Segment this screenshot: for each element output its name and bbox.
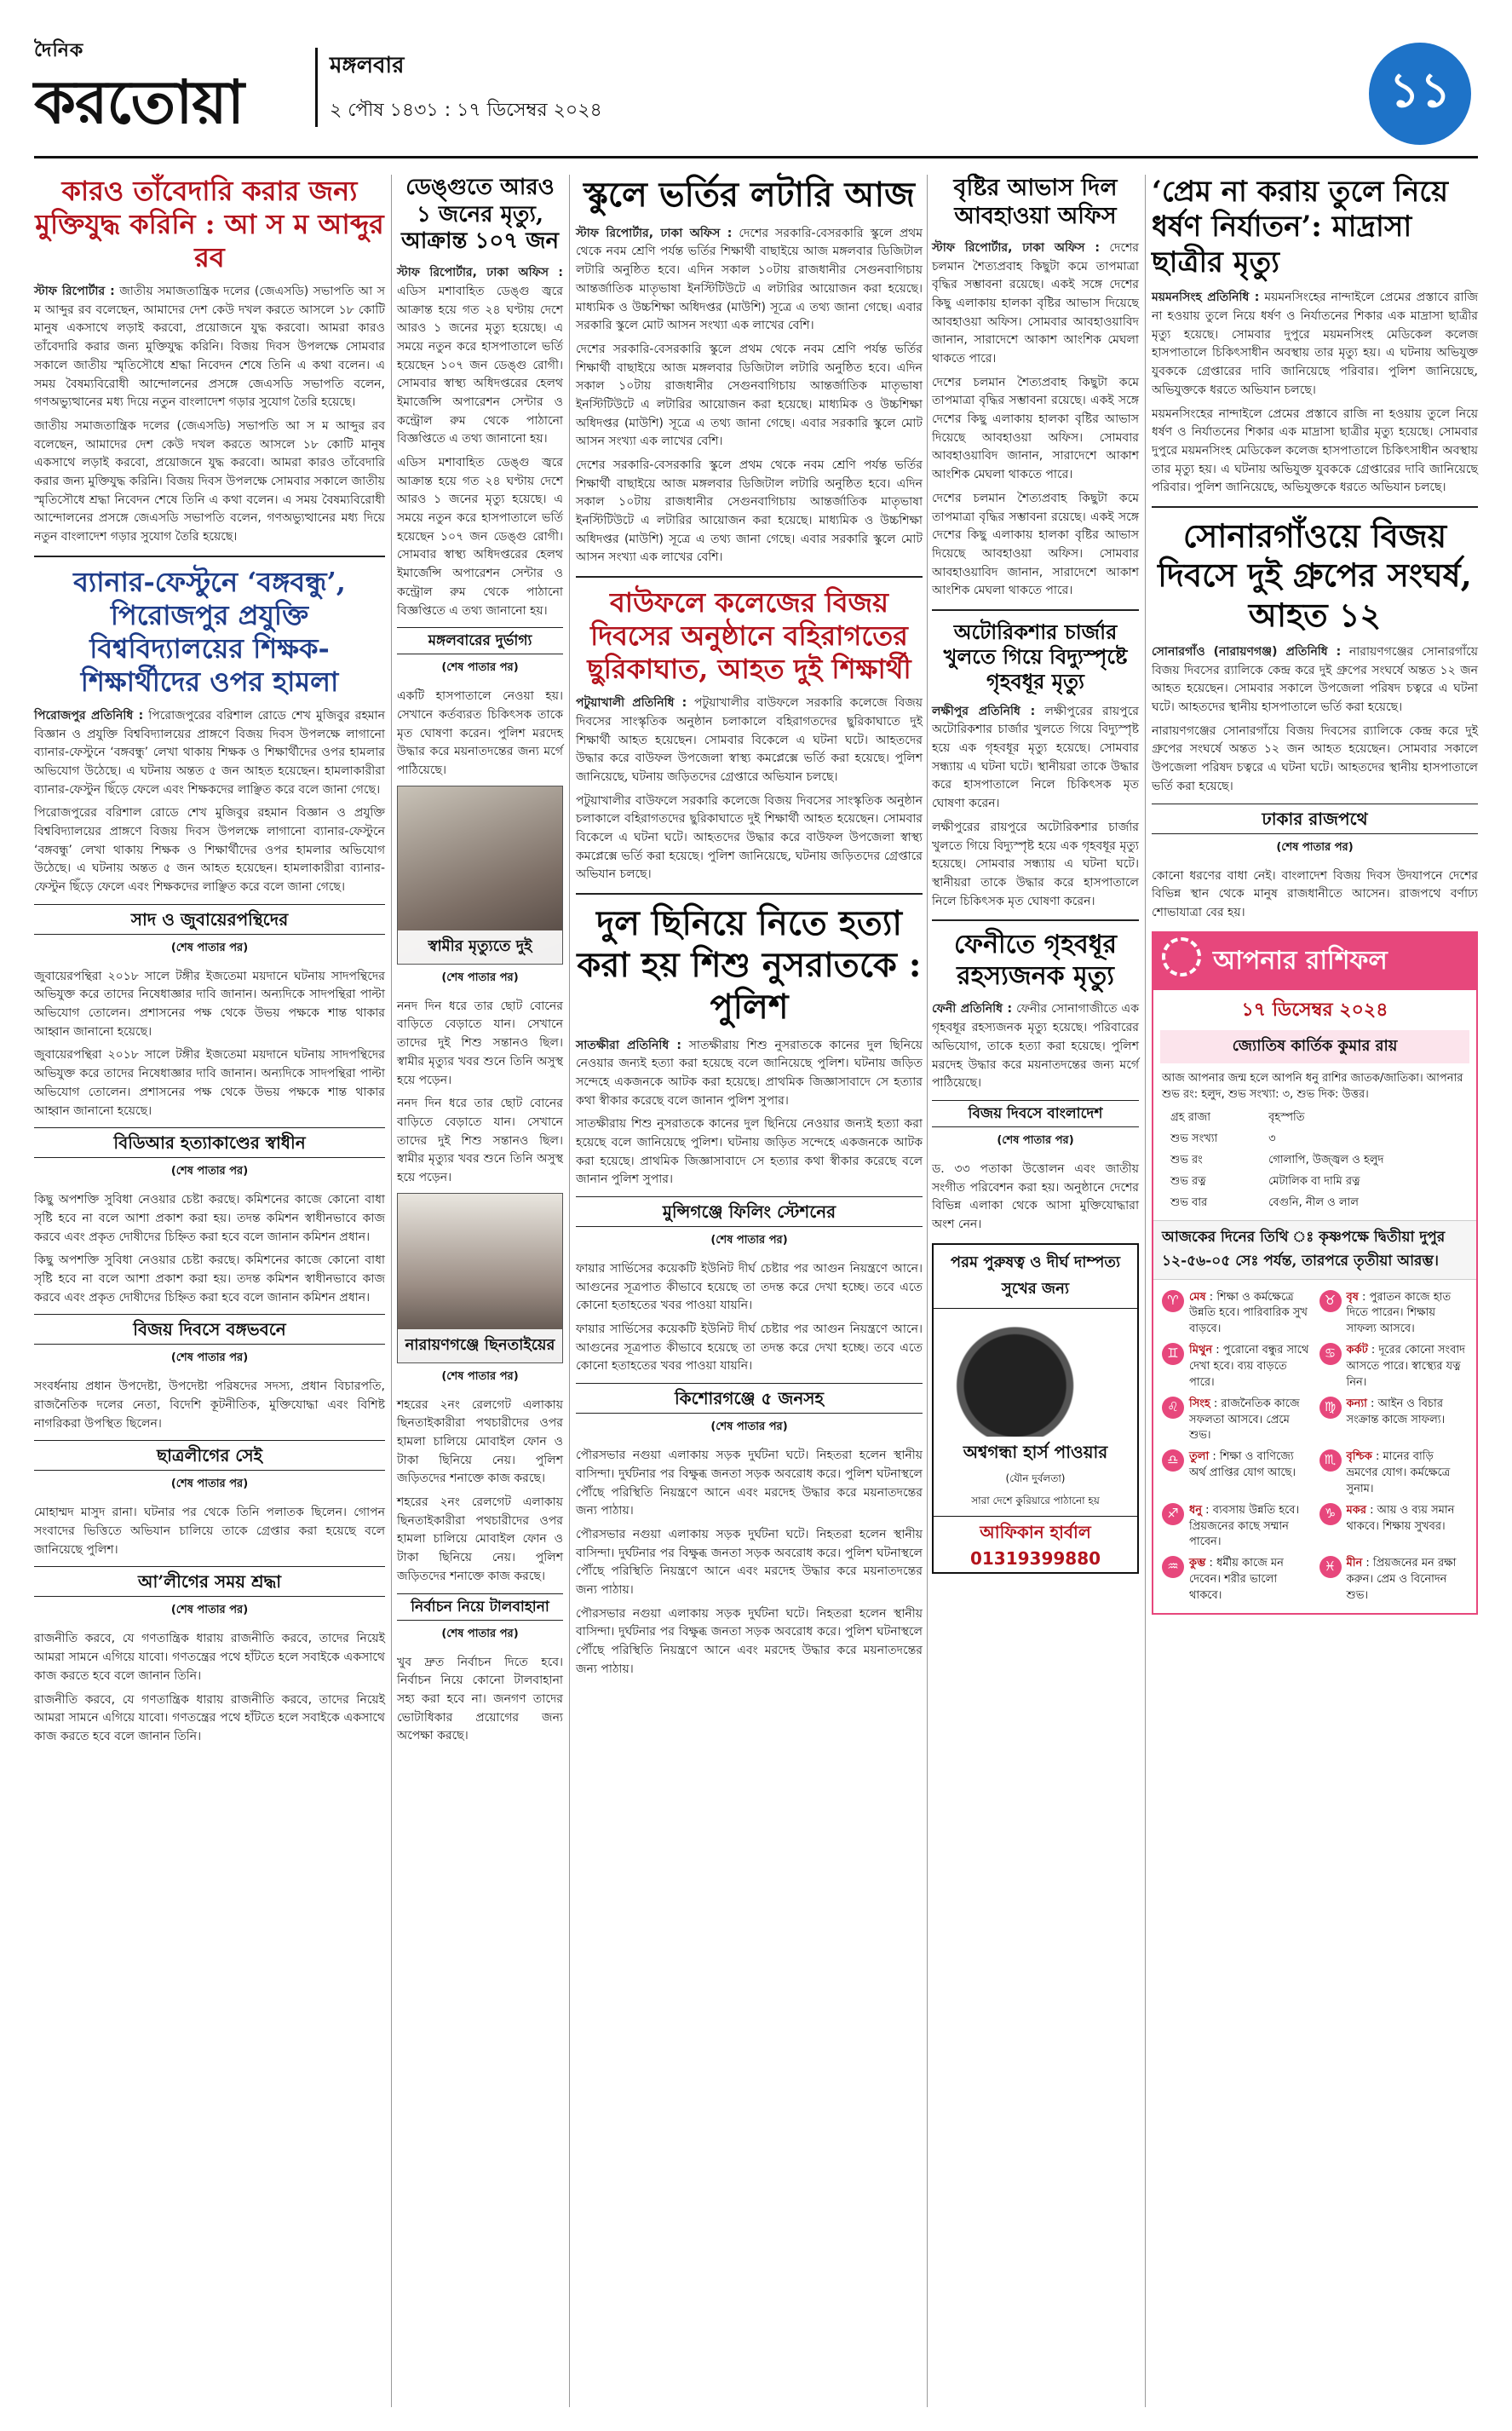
article-body: ড. ৩৩ পতাকা উত্তোলন এবং জাতীয় সংগীত পরিবেশন করা হয়। অনুষ্ঠানে দেশের বিভিন্ন এলাকা থেকে আসা মুক্তিযোদ্ধারা অংশ নেন।: [932, 1162, 1139, 1232]
article-body: শহরের ২নং রেলগেট এলাকায় ছিনতাইকারীরা পথচারীদের ওপর হামলা চালিয়ে মোবাইল ফোন ও টাকা ছিনিয়ে নেয়। পুলিশ জড়িতদের শনাক্তে কাজ করছে।: [397, 1495, 563, 1583]
article-body: ময়মনসিংহের নান্দাইলে প্রেমের প্রস্তাবে রাজি না হওয়ায় তুলে নিয়ে ধর্ষণ ও নির্যাতনের শিকার এক মাদ্রাসা ছাত্রীর মৃত্যু হয়েছে। সোমবার দুপুরে ময়মনসিংহ মেডিকেল কলেজ হাসপাতালে চিকিৎসাধীন অবস্থায় তার মৃত্যু হয়। এ ঘটনায় অভিযুক্ত যুবককে গ্রেপ্তারের দাবি জানিয়েছে পরিবার। পুলিশ জানিয়েছে, অভিযুক্তকে ধরতে অভিযান চলছে।: [1152, 291, 1479, 397]
horoscope-header: [1153, 933, 1476, 990]
article-body: ময়মনসিংহের নান্দাইলে প্রেমের প্রস্তাবে রাজি না হওয়ায় তুলে নিয়ে ধর্ষণ ও নির্যাতনের শিকার এক মাদ্রাসা ছাত্রীর মৃত্যু হয়েছে। সোমবার দুপুরে ময়মনসিংহ মেডিকেল কলেজ হাসপাতালে চিকিৎসাধীন অবস্থায় তার মৃত্যু হয়। এ ঘটনায় অভিযুক্ত যুবককে গ্রেপ্তারের দাবি জানিয়েছে পরিবার। পুলিশ জানিয়েছে, অভিযুক্তকে ধরতে অভিযান চলছে।: [1152, 406, 1478, 495]
article-body: সংবর্ধনায় প্রধান উপদেষ্টা, উপদেষ্টা পরিষদের সদস্য, প্রধান বিচারপতি, রাজনৈতিক দলের নেতা, বিদেশি কূটনীতিক, মুক্তিযোদ্ধা এবং বিশিষ্ট নাগরিকরা উপস্থিত ছিলেন।: [34, 1380, 385, 1431]
article-body: এডিস মশাবাহিত ডেঙ্গু জ্বরে আক্রান্ত হয়ে গত ২৪ ঘণ্টায় দেশে আরও ১ জনের মৃত্যু হয়েছে। এ সময়ে নতুন করে হাসপাতালে ভর্তি হয়েছেন ১০৭ জন ডেঙ্গু রোগী। সোমবার স্বাস্থ্য অধিদপ্তরের হেলথ ইমার্জেন্সি অপারেশন সেন্টার ও কন্ট্রোল রুম থেকে পাঠানো বিজ্ঞপ্তিতে এ তথ্য জানানো হয়।: [397, 284, 563, 446]
article-body: একটি হাসপাতালে নেওয়া হয়। সেখানে কর্তব্যরত চিকিৎসক তাকে মৃত ঘোষণা করেন। পুলিশ মরদেহ উদ্ধার করে ময়নাতদন্তের জন্য মর্গে পাঠিয়েছে।: [397, 689, 563, 778]
separator: [34, 556, 385, 557]
zodiac-icon: ♏: [1319, 1449, 1342, 1472]
article-body: কোনো ধরণের বাধা নেই। বাংলাদেশ বিজয় দিবস উদযাপনে দেশের বিভিন্ন স্থান থেকে মানুষ রাজধানীতে আসেন। রাজপথে বর্ণাঢ্য শোভাযাত্রা বের হয়।: [1152, 868, 1478, 919]
logo-title: করতোয়া: [34, 66, 244, 137]
ad-tagline: পরম পুরুষত্ব ও দীর্ঘ দাম্পত্য সুখের জন্য: [934, 1245, 1137, 1309]
column-divider: [569, 175, 570, 2407]
byline: সোনারগাঁও (নারায়ণগঞ্জ) প্রতিনিধি :: [1152, 645, 1342, 660]
article-body: সাতক্ষীরায় শিশু নুসরাতকে কানের দুল ছিনিয়ে নেওয়ার জন্যই হত্যা করা হয়েছে বলে জানিয়েছে পুলিশ। ঘটনায় জড়িত সন্দেহে একজনকে আটক করা হয়েছে। প্রাথমিক জিজ্ঞাসাবাদে সে হত্যার কথা স্বীকার করেছে বলে জানান পুলিশ সুপার।: [576, 1117, 923, 1187]
zodiac-icon: ♐: [1162, 1503, 1184, 1525]
article-body: পৌরসভার নগুয়া এলাকায় সড়ক দুর্ঘটনা ঘটে। নিহতরা হলেন স্থানীয় বাসিন্দা। দুর্ঘটনার পর বিক্ষুব্ধ জনতা সড়ক অবরোধ করে। পুলিশ ঘটনাস্থলে পৌঁছে পরিস্থিতি নিয়ন্ত্রণে আনে এবং মরদেহ উদ্ধার করে ময়নাতদন্তের জন্য পাঠায়।: [576, 1527, 923, 1597]
continued-label: (শেষ পাতার পর): [170, 1165, 249, 1178]
zodiac-name: মেষ: [1189, 1290, 1206, 1304]
zodiac-sign-entry: ♏ বৃশ্চিক : মানের বাড়ি ভ্রমণের যোগ। কর্মক্ষেত্রে সুনাম।: [1319, 1449, 1469, 1498]
separator: [576, 893, 923, 895]
article-body: ননদ দিন ধরে তার ছোট বোনের বাড়িতে বেড়াতে যান। সেখানে তাদের দুই শিশু সন্তানও ছিল। স্বামীর মৃত্যুর খবর শুনে তিনি অসুস্থ হয়ে পড়েন।: [397, 999, 563, 1087]
article-body: পৌরসভার নগুয়া এলাকায় সড়ক দুর্ঘটনা ঘটে। নিহতরা হলেন স্থানীয় বাসিন্দা। দুর্ঘটনার পর বিক্ষুব্ধ জনতা সড়ক অবরোধ করে। পুলিশ ঘটনাস্থলে পৌঁছে পরিস্থিতি নিয়ন্ত্রণে আনে এবং মরদেহ উদ্ধার করে ময়নাতদন্তের জন্য পাঠায়।: [576, 1449, 923, 1518]
horoscope-row-key: শুভ রং: [1170, 1153, 1203, 1167]
article-body: রাজনীতি করবে, যে গণতান্ত্রিক ধারায় রাজনীতি করবে, তাদের নিয়েই আমরা সামনে এগিয়ে যাবো। গণতন্ত্রের পথে হাঁটতে হলে সবাইকে একসাথে কাজ করতে হবে বলে জানান তিনি।: [34, 1692, 385, 1743]
horoscope-date: ১৭ ডিসেম্বর ২০২৪: [1241, 998, 1388, 1021]
zodiac-sign-entry: ♎ তুলা : শিক্ষা ও বাণিজ্যে অর্থ প্রাপ্তির যোগ আছে।: [1162, 1449, 1311, 1498]
jump-headline: নির্বাচন নিয়ে টালবাহানা: [397, 1593, 563, 1621]
continued-label: (শেষ পাতার পর): [441, 971, 519, 984]
article-body: কিছু অপশক্তি সুবিধা নেওয়ার চেষ্টা করছে। কমিশনের কাজে কোনো বাধা সৃষ্টি হবে না বলে আশা প্রকাশ করা হয়। তদন্ত কমিশন স্বাধীনভাবে কাজ করবে এবং প্রকৃত দোষীদের চিহ্নিত করা হবে বলে জানান কমিশন প্রধান।: [34, 1253, 385, 1305]
zodiac-forecast: পুরাতন কাজে হাত দিতে পারেন। শিক্ষায় সাফল্য আসবে।: [1346, 1290, 1452, 1336]
horse-logo-icon: [934, 1309, 1137, 1437]
column-1: [34, 175, 385, 1752]
headline-charger: অটোরিকশার চার্জার খুলতে গিয়ে বিদ্যুস্পৃষ্টে গৃহবধূর মৃত্যু: [943, 619, 1128, 694]
headline-feni: ফেনীতে গৃহবধূর রহস্যজনক মৃত্যু: [953, 930, 1118, 991]
separator: [1152, 506, 1478, 508]
zodiac-forecast: শিক্ষা ও কর্মক্ষেত্রে উন্নতি হবে। পারিবারিক সুখ বাড়বে।: [1189, 1290, 1308, 1336]
tithi-notice: আজকের দিনের তিথি ঃ কৃষ্ণপক্ষে দ্বিতীয়া দুপুর ১২-৫৬-০৫ সেঃ পর্যন্ত, তারপরে তৃতীয়া আরম্ভ।: [1153, 1220, 1476, 1280]
column-divider: [1145, 175, 1146, 2407]
article-body: পটুয়াখালীর বাউফলে সরকারি কলেজে বিজয় দিবসের সাংস্কৃতিক অনুষ্ঠান চলাকালে বহিরাগতদের ছুরিকাঘাতে দুই শিক্ষার্থী আহত হয়েছেন। সোমবার বিকেলে এ ঘটনা ঘটে। আহতদের উদ্ধার করে বাউফল উপজেলা স্বাস্থ্য কমপ্লেক্সে ভর্তি করা হয়েছে। পুলিশ জানিয়েছে, ঘটনায় জড়িতদের গ্রেপ্তারে অভিযান চলছে।: [576, 793, 923, 882]
article-body: নারায়ণগঞ্জের সোনারগাঁয়ে বিজয় দিবসের র‍্যালিকে কেন্দ্র করে দুই গ্রুপের সংঘর্ষে অন্তত ১২ জন আহত হয়েছেন। সোমবার সকালে উপজেলা পরিষদ চত্বরে এ ঘটনা ঘটে। আহতদের স্থানীয় হাসপাতালে ভর্তি করা হয়েছে।: [1152, 645, 1479, 715]
zodiac-icon: ♊: [1162, 1343, 1184, 1365]
continued-label: (শেষ পাতার পর): [997, 1134, 1074, 1148]
article-body: সাতক্ষীরায় শিশু নুসরাতকে কানের দুল ছিনিয়ে নেওয়ার জন্যই হত্যা করা হয়েছে বলে জানিয়েছে পুলিশ। ঘটনায় জড়িত সন্দেহে একজনকে আটক করা হয়েছে। প্রাথমিক জিজ্ঞাসাবাদে সে হত্যার কথা স্বীকার করেছে বলে জানান পুলিশ সুপার।: [576, 1038, 923, 1108]
zodiac-forecast: আয় ও ব্যয় সমান থাকবে। শিক্ষায় সুখবর।: [1346, 1503, 1455, 1533]
zodiac-forecast: প্রিয়জনের মন রক্ষা করুন। প্রেম ও বিনোদন শুভ।: [1346, 1557, 1457, 1602]
article-body: পিরোজপুরের বরিশাল রোডে শেখ মুজিবুর রহমান বিজ্ঞান ও প্রযুক্তি বিশ্ববিদ্যালয়ের প্রাঙ্গণে বিজয় দিবস উপলক্ষে লাগানো ব্যানার-ফেস্টুনে ‘বঙ্গবন্ধু’ লেখা থাকায় শিক্ষক ও শিক্ষার্থীদের ওপর হামলার অভিযোগ উঠেছে। এ ঘটনায় অন্তত ৫ জন আহত হয়েছেন। হামলাকারীরা ব্যানার-ফেস্টুন ছিঁড়ে ফেলে এবং শিক্ষকদের লাঞ্ছিত করে বলে জানা গেছে।: [34, 708, 385, 797]
byline: সাতক্ষীরা প্রতিনিধি :: [576, 1038, 681, 1052]
jump-headline: কিশোরগঞ্জে ৫ জনসহ: [576, 1383, 923, 1414]
horoscope-row-value: বেগুনি, নীল ও লাল: [1268, 1195, 1359, 1209]
zodiac-sign-entry: ♉ বৃষ : পুরাতন কাজে হাত দিতে পারেন। শিক্ষায় সাফল্য আসবে।: [1319, 1290, 1469, 1339]
zodiac-forecast: দূরের কোনো সংবাদ আসতে পারে। স্বাস্থ্যের যত্ন নিন।: [1346, 1344, 1465, 1389]
zodiac-icon: ♈: [1162, 1290, 1184, 1312]
zodiac-name: কর্কট: [1346, 1344, 1368, 1357]
horoscope-intro: আজ আপনার জন্ম হলে আপনি ধনু রাশির জাতক/জাতিকা। আপনার শুভ রং: হলুদ, শুভ সংখ্যা: ৩, শুভ দিক: উত্তর।: [1162, 1071, 1463, 1102]
zodiac-forecast: পুরোনো বন্ধুর সাথে দেখা হবে। ব্যয় বাড়তে পারে।: [1189, 1344, 1309, 1389]
article-body: জাতীয় সমাজতান্ত্রিক দলের (জেএসডি) সভাপতি আ স ম আব্দুর রব বলেছেন, আমাদের দেশ কেউ দখল করতে আসলে ১৮ কোটি মানুষ একসাথে লড়াই করবো, প্রয়োজনে যুদ্ধ করবো। আমরা কারও তাঁবেদারি করার জন্য মুক্তিযুদ্ধ করিনি। বিজয় দিবস উপলক্ষে সোমবার সকালে জাতীয় স্মৃতিসৌধে শ্রদ্ধা নিবেদন শেষে তিনি এ কথা বলেন। এ সময় বৈষম্যবিরোধী আন্দোলনের প্রসঙ্গে জেএসডি সভাপতি বলেন, গণঅভ্যুত্থানের মধ্য দিয়ে নতুন বাংলাদেশ গড়ার সুযোগ তৈরি হয়েছে।: [34, 418, 385, 544]
zodiac-name: মিথুন: [1189, 1344, 1213, 1357]
article-body: দেশের চলমান শৈত্যপ্রবাহ কিছুটা কমে তাপমাত্রা বৃদ্ধির সম্ভাবনা রয়েছে। একই সঙ্গে দেশের কিছু এলাকায় হালকা বৃষ্টির আভাস দিয়েছে আবহাওয়া অফিস। সোমবার আবহাওয়াবিদ জানান, সারাদেশে আকাশ আংশিক মেঘলা থাকতে পারে।: [932, 375, 1139, 482]
jump-headline: মঙ্গলবারের দুর্ভাগ্য: [397, 627, 563, 654]
headline-madrasa: ‘প্রেম না করায় তুলে নিয়ে ধর্ষণ নির্যাতন’: মাদ্রাসা ছাত্রীর মৃত্যু: [1152, 175, 1448, 279]
horoscope-row: [1164, 1130, 1466, 1149]
zodiac-name: ধনু: [1189, 1503, 1203, 1517]
horoscope-row-value: গোলাপি, উজ্জ্বল ও হলুদ: [1268, 1153, 1384, 1167]
horoscope-row-value: ৩: [1268, 1132, 1276, 1145]
article-body: পিরোজপুরের বরিশাল রোডে শেখ মুজিবুর রহমান বিজ্ঞান ও প্রযুক্তি বিশ্ববিদ্যালয়ের প্রাঙ্গণে বিজয় দিবস উপলক্ষে লাগানো ব্যানার-ফেস্টুনে ‘বঙ্গবন্ধু’ লেখা থাকায় শিক্ষক ও শিক্ষার্থীদের ওপর হামলার অভিযোগ উঠেছে। এ ঘটনায় অন্তত ৫ জন আহত হয়েছেন। হামলাকারীরা ব্যানার-ফেস্টুন ছিঁড়ে ফেলে এবং শিক্ষকদের লাঞ্ছিত করে বলে জানা গেছে।: [34, 806, 385, 895]
zodiac-forecast: মানের বাড়ি ভ্রমণের যোগ। কর্মক্ষেত্রে সুনাম।: [1346, 1450, 1451, 1495]
continued-label: (শেষ পাতার পর): [441, 1369, 519, 1383]
article-body: দেশের সরকারি-বেসরকারি স্কুলে প্রথম থেকে নবম শ্রেণি পর্যন্ত ভর্তির শিক্ষার্থী বাছাইয়ে আজ মঙ্গলবার ডিজিটাল লটারি অনুষ্ঠিত হবে। এদিন সকাল ১০টায় রাজধানীর সেগুনবাগিচায় আন্তর্জাতিক মাতৃভাষা ইনস্টিটিউটে এ লটারির আয়োজন করা হয়েছে। মাধ্যমিক ও উচ্চশিক্ষা অধিদপ্তর (মাউশি) সূত্রে এ তথ্য জানা গেছে। এবার সরকারি স্কুলে মোট আসন সংখ্যা এক লাখের বেশি।: [576, 226, 923, 333]
herbal-advertisement: [932, 1243, 1139, 1574]
zodiac-icon: ♎: [1162, 1449, 1184, 1472]
horoscope-row-key: শুভ বার: [1170, 1195, 1208, 1209]
byline: পিরোজপুর প্রতিনিধি :: [34, 708, 144, 723]
zodiac-name: বৃশ্চিক: [1346, 1450, 1372, 1464]
article-body: দেশের সরকারি-বেসরকারি স্কুলে প্রথম থেকে নবম শ্রেণি পর্যন্ত ভর্তির শিক্ষার্থী বাছাইয়ে আজ মঙ্গলবার ডিজিটাল লটারি অনুষ্ঠিত হবে। এদিন সকাল ১০টায় রাজধানীর সেগুনবাগিচায় আন্তর্জাতিক মাতৃভাষা ইনস্টিটিউটে এ লটারির আয়োজন করা হয়েছে। মাধ্যমিক ও উচ্চশিক্ষা অধিদপ্তর (মাউশি) সূত্রে এ তথ্য জানা গেছে। এবার সরকারি স্কুলে মোট আসন সংখ্যা এক লাখের বেশি।: [576, 342, 923, 449]
headline-lottery: স্কুলে ভর্তির লটারি আজ: [584, 175, 915, 215]
column-divider: [391, 175, 392, 2407]
zodiac-wheel-icon: [1162, 937, 1201, 976]
continued-label: (শেষ পাতার পর): [170, 1478, 249, 1491]
headline-weather: বৃষ্টির আভাস দিল আবহাওয়া অফিস: [953, 175, 1118, 229]
horoscope-table: [1153, 1107, 1476, 1215]
byline: স্টাফ রিপোর্টার :: [34, 285, 115, 299]
continued-label: (শেষ পাতার পর): [170, 941, 249, 954]
ad-subtitle: (যৌন দুর্বলতা): [1005, 1472, 1066, 1484]
zodiac-sign-entry: ♓ মীন : প্রিয়জনের মন রক্ষা করুন। প্রেম ও বিনোদন শুভ।: [1319, 1556, 1469, 1604]
zodiac-sign-entry: ♈ মেষ : শিক্ষা ও কর্মক্ষেত্রে উন্নতি হবে। পারিবারিক সুখ বাড়বে।: [1162, 1290, 1311, 1339]
column-2: [397, 175, 563, 1751]
column-3: [576, 175, 923, 1684]
horoscope-row-value: বৃহস্পতি: [1268, 1110, 1305, 1124]
zodiac-sign-entry: ♐ ধনু : ব্যবসায় উন্নতি হবে। প্রিয়জনের কাছে সম্মান পাবেন।: [1162, 1503, 1311, 1552]
zodiac-icon: ♑: [1319, 1503, 1342, 1525]
ad-phone: আফিকান হার্বাল 01319399880: [934, 1516, 1137, 1572]
zodiac-signs: [1153, 1285, 1476, 1613]
horoscope-row: [1164, 1194, 1466, 1213]
jump-headline: মুন্সিগঞ্জে ফিলিং স্টেশনের: [576, 1196, 923, 1227]
headline-dengue: ডেঙ্গুতে আরও ১ জনের মৃত্যু, আক্রান্ত ১০৭ জন: [400, 175, 560, 255]
headline-pirojpur: ব্যানার-ফেস্টুনে ‘বঙ্গবন্ধু’, পিরোজপুর প্রযুক্তি বিশ্ববিদ্যালয়ের শিক্ষক-শিক্ষার্থীদের ওপর হামলা: [73, 565, 346, 698]
horoscope-row-key: গ্রহ রাজা: [1170, 1110, 1211, 1124]
article-body: নারায়ণগঞ্জের সোনারগাঁয়ে বিজয় দিবসের র‍্যালিকে কেন্দ্র করে দুই গ্রুপের সংঘর্ষে অন্তত ১২ জন আহত হয়েছেন। সোমবার সকালে উপজেলা পরিষদ চত্বরে এ ঘটনা ঘটে। আহতদের স্থানীয় হাসপাতালে ভর্তি করা হয়েছে।: [1152, 723, 1478, 793]
zodiac-name: মীন: [1346, 1557, 1363, 1570]
article-body: পৌরসভার নগুয়া এলাকায় সড়ক দুর্ঘটনা ঘটে। নিহতরা হলেন স্থানীয় বাসিন্দা। দুর্ঘটনার পর বিক্ষুব্ধ জনতা সড়ক অবরোধ করে। পুলিশ ঘটনাস্থলে পৌঁছে পরিস্থিতি নিয়ন্ত্রণে আনে এবং মরদেহ উদ্ধার করে ময়নাতদন্তের জন্য পাঠায়।: [576, 1606, 923, 1676]
jump-headline: ছাত্রলীগের সেই: [34, 1440, 385, 1471]
horoscope-title: আপনার রাশিফল: [1213, 945, 1388, 976]
photo-caption: নারায়ণগঞ্জে ছিনতাইয়ের: [398, 1329, 562, 1362]
article-body: জুবায়েরপন্থিরা ২০১৮ সালে টঙ্গীর ইজতেমা ময়দানে ঘটনায় সাদপন্থিদের অভিযুক্ত করে তাদের নিষেধাজ্ঞার দাবি জানান। অন্যদিকে সাদপন্থিরা পাল্টা অভিযোগ তোলেন। প্রশাসনের পক্ষ থেকে উভয় পক্ষকে শান্ত থাকার আহ্বান জানানো হয়েছে।: [34, 1048, 385, 1118]
byline: ময়মনসিংহ প্রতিনিধি :: [1152, 291, 1260, 305]
jump-headline: বিজয় দিবসে বঙ্গভবনে: [34, 1314, 385, 1345]
horoscope-row-key: শুভ সংখ্যা: [1170, 1132, 1218, 1145]
jump-headline: বিডিআর হত্যাকাণ্ডের স্বাধীন: [34, 1127, 385, 1158]
zodiac-name: মকর: [1346, 1503, 1366, 1517]
headline-sonargaon: সোনারগাঁওয়ে বিজয় দিবসে দুই গ্রুপের সংঘর্ষ, আহত ১২: [1158, 516, 1472, 634]
column-4: [932, 175, 1139, 1574]
continued-label: (শেষ পাতার পর): [170, 1604, 249, 1617]
article-body: পটুয়াখালীর বাউফলে সরকারি কলেজে বিজয় দিবসের সাংস্কৃতিক অনুষ্ঠান চলাকালে বহিরাগতদের ছুরিকাঘাতে দুই শিক্ষার্থী আহত হয়েছেন। সোমবার বিকেলে এ ঘটনা ঘটে। আহতদের উদ্ধার করে বাউফল উপজেলা স্বাস্থ্য কমপ্লেক্সে ভর্তি করা হয়েছে। পুলিশ জানিয়েছে, ঘটনায় জড়িতদের গ্রেপ্তারে অভিযান চলছে।: [576, 696, 923, 785]
zodiac-icon: ♉: [1319, 1290, 1342, 1312]
continued-label: (শেষ পাতার পর): [441, 1627, 519, 1640]
issue-meta: [315, 48, 911, 127]
ad-description: সারা দেশে কুরিয়ারে পাঠানো হয়: [971, 1494, 1100, 1506]
logo-small-text: দৈনিক: [34, 40, 84, 61]
byline: লক্ষীপুর প্রতিনিধি :: [932, 704, 1036, 718]
article-body: মোহাম্মদ মাসুদ রানা। ঘটনার পর থেকে তিনি পলাতক ছিলেন। গোপন সংবাদের ভিত্তিতে অভিযান চালিয়ে তাকে গ্রেপ্তার করা হয়েছে বলে জানিয়েছে পুলিশ।: [34, 1506, 385, 1557]
zodiac-forecast: ব্যবসায় উন্নতি হবে। প্রিয়জনের কাছে সম্মান পাবেন।: [1189, 1503, 1300, 1549]
zodiac-name: তুলা: [1189, 1450, 1210, 1464]
jump-headline: আ’লীগের সময় শ্রদ্ধা: [34, 1566, 385, 1597]
article-body: রাজনীতি করবে, যে গণতান্ত্রিক ধারায় রাজনীতি করবে, তাদের নিয়েই আমরা সামনে এগিয়ে যাবো। গণতন্ত্রের পথে হাঁটতে হলে সবাইকে একসাথে কাজ করতে হবে বলে জানান তিনি।: [34, 1632, 385, 1683]
article-body: ফেনীর সোনাগাজীতে এক গৃহবধূর রহস্যজনক মৃত্যু হয়েছে। পরিবারের অভিযোগ, তাকে হত্যা করা হয়েছে। পুলিশ মরদেহ উদ্ধার করে ময়নাতদন্তের জন্য মর্গে পাঠিয়েছে।: [932, 1002, 1139, 1091]
page-number-badge: ১১: [1369, 43, 1471, 145]
photo-caption: স্বামীর মৃত্যুতে দুই: [398, 930, 562, 964]
zodiac-sign-entry: ♍ কন্যা : আইন ও বিচার সংক্রান্ত কাজে সাফল্য।: [1319, 1397, 1469, 1445]
zodiac-icon: ♌: [1162, 1397, 1184, 1419]
jump-headline: ঢাকার রাজপথে: [1152, 804, 1478, 834]
zodiac-icon: ♋: [1319, 1343, 1342, 1365]
zodiac-sign-entry: ♌ সিংহ : রাজনৈতিক কাজে সফলতা আসবে। প্রেমে শুভ।: [1162, 1397, 1311, 1445]
horoscope-row-value: মেটালিক বা দামি রত্ন: [1268, 1174, 1360, 1188]
byline: স্টাফ রিপোর্টার, ঢাকা অফিস :: [397, 266, 563, 280]
horoscope-row: [1164, 1109, 1466, 1128]
news-photo: [397, 786, 563, 965]
separator: [576, 576, 923, 578]
article-body: দেশের চলমান শৈত্যপ্রবাহ কিছুটা কমে তাপমাত্রা বৃদ্ধির সম্ভাবনা রয়েছে। একই সঙ্গে দেশের কিছু এলাকায় হালকা বৃষ্টির আভাস দিয়েছে আবহাওয়া অফিস। সোমবার আবহাওয়াবিদ জানান, সারাদেশে আকাশ আংশিক মেঘলা থাকতে পারে।: [932, 491, 1139, 598]
zodiac-forecast: ধর্মীয় কাজে মন দেবেন। শরীর ভালো থাকবে।: [1189, 1557, 1284, 1602]
zodiac-name: কন্যা: [1346, 1397, 1367, 1410]
zodiac-forecast: রাজনৈতিক কাজে সফলতা আসবে। প্রেমে শুভ।: [1189, 1397, 1300, 1443]
horoscope-row-key: শুভ রত্ন: [1170, 1174, 1206, 1188]
zodiac-icon: ♓: [1319, 1556, 1342, 1578]
zodiac-name: কুম্ভ: [1189, 1557, 1206, 1570]
article-body: দেশের সরকারি-বেসরকারি স্কুলে প্রথম থেকে নবম শ্রেণি পর্যন্ত ভর্তির শিক্ষার্থী বাছাইয়ে আজ মঙ্গলবার ডিজিটাল লটারি অনুষ্ঠিত হবে। এদিন সকাল ১০টায় রাজধানীর সেগুনবাগিচায় আন্তর্জাতিক মাতৃভাষা ইনস্টিটিউটে এ লটারির আয়োজন করা হয়েছে। মাধ্যমিক ও উচ্চশিক্ষা অধিদপ্তর (মাউশি) সূত্রে এ তথ্য জানা গেছে। এবার সরকারি স্কুলে মোট আসন সংখ্যা এক লাখের বেশি।: [576, 458, 923, 565]
article-body: শহরের ২নং রেলগেট এলাকায় ছিনতাইকারীরা পথচারীদের ওপর হামলা চালিয়ে মোবাইল ফোন ও টাকা ছিনিয়ে নেয়। পুলিশ জড়িতদের শনাক্তে কাজ করছে।: [397, 1397, 563, 1486]
jump-headline: সাদ ও জুবায়েরপন্থিদের: [34, 904, 385, 935]
zodiac-sign-entry: ♑ মকর : আয় ও ব্যয় সমান থাকবে। শিক্ষায় সুখবর।: [1319, 1503, 1469, 1552]
byline: পটুয়াখালী প্রতিনিধি :: [576, 696, 687, 711]
zodiac-forecast: আইন ও বিচার সংক্রান্ত কাজে সাফল্য।: [1346, 1397, 1446, 1426]
article-body: দেশের চলমান শৈত্যপ্রবাহ কিছুটা কমে তাপমাত্রা বৃদ্ধির সম্ভাবনা রয়েছে। একই সঙ্গে দেশের কিছু এলাকায় হালকা বৃষ্টির আভাস দিয়েছে আবহাওয়া অফিস। সোমবার আবহাওয়াবিদ জানান, সারাদেশে আকাশ আংশিক মেঘলা থাকতে পারে।: [932, 240, 1140, 366]
horoscope-row: [1164, 1151, 1466, 1171]
article-body: খুব দ্রুত নির্বাচন দিতে হবে। নির্বাচন নিয়ে কোনো টালবাহানা সহ্য করা হবে না। জনগণ তাদের ভোটাধিকার প্রয়োগের জন্য অপেক্ষা করছে।: [397, 1655, 563, 1743]
news-photo: [397, 1193, 563, 1363]
article-body: জুবায়েরপন্থিরা ২০১৮ সালে টঙ্গীর ইজতেমা ময়দানে ঘটনায় সাদপন্থিদের অভিযুক্ত করে তাদের নিষেধাজ্ঞার দাবি জানান। অন্যদিকে সাদপন্থিরা পাল্টা অভিযোগ তোলেন। প্রশাসনের পক্ষ থেকে উভয় পক্ষকে শান্ত থাকার আহ্বান জানানো হয়েছে।: [34, 969, 385, 1039]
column-divider: [927, 175, 928, 2407]
horoscope-author: জ্যোতিষ কার্তিক কুমার রায়: [1160, 1030, 1469, 1063]
article-body: ফায়ার সার্ভিসের কয়েকটি ইউনিট দীর্ঘ চেষ্টার পর আগুন নিয়ন্ত্রণে আনে। আগুনের সূত্রপাত কীভাবে হয়েছে তা তদন্ত করে দেখা হচ্ছে। তবে এতে কোনো হতাহতের খবর পাওয়া যায়নি।: [576, 1262, 923, 1313]
continued-label: (শেষ পাতার পর): [441, 661, 519, 675]
byline: স্টাফ রিপোর্টার, ঢাকা অফিস :: [932, 240, 1100, 255]
headline-rab: কারও তাঁবেদারি করার জন্য মুক্তিযুদ্ধ করিনি : আ স ম আব্দুর রব: [35, 175, 384, 274]
byline: ফেনী প্রতিনিধি :: [932, 1002, 1013, 1017]
horoscope-row: [1164, 1172, 1466, 1192]
continued-label: (শেষ পাতার পর): [170, 1351, 249, 1365]
zodiac-sign-entry: ♊ মিথুন : পুরোনো বন্ধুর সাথে দেখা হবে। ব্যয় বাড়তে পারে।: [1162, 1343, 1311, 1391]
zodiac-icon: ♍: [1319, 1397, 1342, 1419]
newspaper-logo: [34, 36, 290, 138]
ad-product: অশ্বগন্ধা হার্স পাওয়ার: [963, 1441, 1108, 1462]
separator: [932, 919, 1139, 921]
article-body: লক্ষীপুরের রায়পুরে অটোরিকশার চার্জার খুলতে গিয়ে বিদ্যুস্পৃষ্ট হয়ে এক গৃহবধূর মৃত্যু হয়েছে। সোমবার সন্ধ্যায় এ ঘটনা ঘটে। স্থানীয়রা তাকে উদ্ধার করে হাসপাতালে নিলে চিকিৎসক মৃত ঘোষণা করেন।: [932, 704, 1139, 811]
continued-label: (শেষ পাতার পর): [710, 1234, 788, 1247]
article-body: ফায়ার সার্ভিসের কয়েকটি ইউনিট দীর্ঘ চেষ্টার পর আগুন নিয়ন্ত্রণে আনে। আগুনের সূত্রপাত কীভাবে হয়েছে তা তদন্ত করে দেখা হচ্ছে। তবে এতে কোনো হতাহতের খবর পাওয়া যায়নি।: [576, 1322, 923, 1374]
continued-label: (শেষ পাতার পর): [1276, 840, 1354, 854]
jump-headline: বিজয় দিবসে বাংলাদেশ: [932, 1100, 1139, 1127]
horoscope-box: [1152, 931, 1478, 1615]
zodiac-icon: ♒: [1162, 1556, 1184, 1578]
column-5: [1152, 175, 1478, 1615]
issue-day: মঙ্গলবার: [330, 53, 405, 78]
zodiac-name: বৃষ: [1346, 1290, 1359, 1304]
headline-bauphal: বাউফলে কলেজের বিজয় দিবসের অনুষ্ঠানে বহিরাগতের ছুরিকাঘাত, আহত দুই শিক্ষার্থী: [587, 586, 911, 686]
article-body: জাতীয় সমাজতান্ত্রিক দলের (জেএসডি) সভাপতি আ স ম আব্দুর রব বলেছেন, আমাদের দেশ কেউ দখল করতে আসলে ১৮ কোটি মানুষ একসাথে লড়াই করবো, প্রয়োজনে যুদ্ধ করবো। আমরা কারও তাঁবেদারি করার জন্য মুক্তিযুদ্ধ করিনি। বিজয় দিবস উপলক্ষে সোমবার সকালে জাতীয় স্মৃতিসৌধে শ্রদ্ধা নিবেদন শেষে তিনি এ কথা বলেন। এ সময় বৈষম্যবিরোধী আন্দোলনের প্রসঙ্গে জেএসডি সভাপতি বলেন, গণঅভ্যুত্থানের মধ্য দিয়ে নতুন বাংলাদেশ গড়ার সুযোগ তৈরি হয়েছে।: [34, 285, 385, 410]
continued-label: (শেষ পাতার পর): [710, 1420, 788, 1434]
zodiac-name: সিংহ: [1189, 1397, 1210, 1410]
headline-nusrat: দুল ছিনিয়ে নিতে হত্যা করা হয় শিশু নুসরাতকে : পুলিশ: [577, 903, 922, 1027]
masthead: [34, 31, 1478, 158]
article-body: কিছু অপশক্তি সুবিধা নেওয়ার চেষ্টা করছে। কমিশনের কাজে কোনো বাধা সৃষ্টি হবে না বলে আশা প্রকাশ করা হয়। তদন্ত কমিশন স্বাধীনভাবে কাজ করবে এবং প্রকৃত দোষীদের চিহ্নিত করা হবে বলে জানান কমিশন প্রধান।: [34, 1193, 385, 1244]
separator: [932, 609, 1139, 611]
zodiac-sign-entry: ♒ কুম্ভ : ধর্মীয় কাজে মন দেবেন। শরীর ভালো থাকবে।: [1162, 1556, 1311, 1604]
byline: স্টাফ রিপোর্টার, ঢাকা অফিস :: [576, 226, 733, 240]
zodiac-sign-entry: ♋ কর্কট : দূরের কোনো সংবাদ আসতে পারে। স্বাস্থ্যের যত্ন নিন।: [1319, 1343, 1469, 1391]
article-body: ননদ দিন ধরে তার ছোট বোনের বাড়িতে বেড়াতে যান। সেখানে তাদের দুই শিশু সন্তানও ছিল। স্বামীর মৃত্যুর খবর শুনে তিনি অসুস্থ হয়ে পড়েন।: [397, 1097, 563, 1184]
issue-date: ২ পৌষ ১৪৩১ : ১৭ ডিসেম্বর ২০২৪: [330, 100, 602, 121]
article-body: এডিস মশাবাহিত ডেঙ্গু জ্বরে আক্রান্ত হয়ে গত ২৪ ঘণ্টায় দেশে আরও ১ জনের মৃত্যু হয়েছে। এ সময়ে নতুন করে হাসপাতালে ভর্তি হয়েছেন ১০৭ জন ডেঙ্গু রোগী। সোমবার স্বাস্থ্য অধিদপ্তরের হেলথ ইমার্জেন্সি অপারেশন সেন্টার ও কন্ট্রোল রুম থেকে পাঠানো বিজ্ঞপ্তিতে এ তথ্য জানানো হয়।: [397, 456, 563, 618]
zodiac-forecast: শিক্ষা ও বাণিজ্যে অর্থ প্রাপ্তির যোগ আছে।: [1189, 1450, 1296, 1480]
article-body: লক্ষীপুরের রায়পুরে অটোরিকশার চার্জার খুলতে গিয়ে বিদ্যুস্পৃষ্ট হয়ে এক গৃহবধূর মৃত্যু হয়েছে। সোমবার সন্ধ্যায় এ ঘটনা ঘটে। স্থানীয়রা তাকে উদ্ধার করে হাসপাতালে নিলে চিকিৎসক মৃত ঘোষণা করেন।: [932, 820, 1139, 908]
